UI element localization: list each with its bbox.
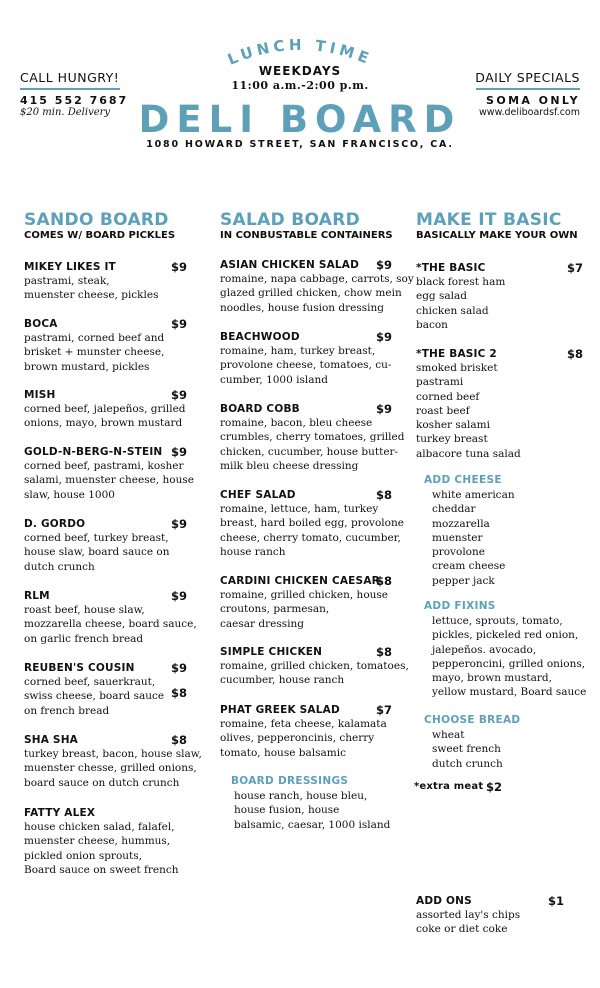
daily-specials-label: DAILY SPECIALS [475,70,580,85]
menu-item-price: $9 [170,388,187,402]
menu-item-name: PHAT GREEK SALAD [220,704,340,716]
choose-bread-list: wheat sweet french dutch crunch [432,729,503,770]
weekdays-label: WEEKDAYS [258,64,342,78]
add-cheese-title: ADD CHEESE [424,474,502,486]
menu-item-name: *THE BASIC [416,262,486,274]
min-delivery-note: $20 min. Delivery [20,107,111,118]
salad-board-subtitle: IN CONBUSTABLE CONTAINERS [220,230,393,241]
menu-item-price: $9 [170,317,187,331]
menu-item-name: BOARD COBB [220,403,300,415]
address: 1080 HOWARD STREET, SAN FRANCISCO, CA. [146,139,454,150]
menu-item-desc: pastrami, steak, muenster cheese, pickles [24,275,159,302]
phone-number[interactable]: 415 552 7687 [20,94,129,107]
page-title: DELI BOARD [138,98,462,141]
menu-item-desc: romaine, grilled chicken, tomatoes, cucumber, house ranch [220,660,409,687]
board-dressings-title: BOARD DRESSINGS [231,775,349,787]
add-ons-list: assorted lay's chips coke or diet coke [416,909,521,936]
menu-item-price: $9 [375,402,392,416]
menu-item-name: FATTY ALEX [24,807,96,819]
salad-board-title: SALAD BOARD [220,210,361,230]
website-link[interactable]: www.deliboardsf.com [479,107,580,118]
menu-item-price: $7 [566,261,583,275]
soma-only-label: SOMA ONLY [486,94,580,107]
menu-item-name: ASIAN CHICKEN SALAD [220,259,360,271]
menu-item-price: $9 [170,661,187,675]
menu-item-name: CHEF SALAD [220,489,296,501]
menu-item-name: BOCA [24,318,58,330]
menu-item-price: $8 [375,574,392,588]
menu-item-price: $9 [170,517,187,531]
menu-item-desc: corned beef, jalepeños, grilled onions, mayo, brown mustard [24,403,186,430]
menu-item-name: MIKEY LIKES IT [24,261,116,273]
menu-item-price: $9 [375,258,392,272]
add-fixins-list: lettuce, sprouts, tomato, pickles, pickeled red onion, jalepeños. avocado, pepperoncini, grilled onions, mayo, brown mustard, yellow mustard, Board sauce [432,615,587,699]
menu-item-price: $9 [170,260,187,274]
menu-item-price: $9 [170,445,187,459]
menu-item-price: $9 [170,589,187,603]
menu-item-desc: romaine, grilled chicken, house croutons, parmesan, caesar dressing [220,589,388,630]
menu-item-price: $8 [375,645,392,659]
extra-meat-label: *extra meat [414,781,484,792]
divider-right [476,88,580,90]
menu-item-desc: roast beef, house slaw, mozzarella cheese, board sauce, on garlic french bread [24,604,197,645]
menu-item-price: $9 [375,330,392,344]
extra-meat-price: $2 [486,780,503,794]
menu-item-desc: turkey breast, bacon, house slaw, muenster chesse, grilled onions, board sauce on dutch crunch [24,748,202,789]
menu-item-desc: corned beef, turkey breast, house slaw, board sauce on dutch crunch [24,532,170,573]
menu-item-name: MISH [24,389,56,401]
sando-board-subtitle: COMES W/ BOARD PICKLES [24,230,176,241]
call-hungry-label: CALL HUNGRY! [20,70,120,85]
menu-item-price: $8 [170,733,187,747]
choose-bread-title: CHOOSE BREAD [424,714,521,726]
add-fixins-title: ADD FIXINS [424,600,496,612]
menu-item-desc: house chicken salad, falafel, muenster cheese, hummus, pickled onion sprouts, Board sauce on sweet french [24,821,179,876]
menu-item-price: $8 [375,488,392,502]
menu-item-desc: smoked brisket pastrami corned beef roast beef kosher salami turkey breast albacore tuna salad [416,362,521,460]
board-dressings-list: house ranch, house bleu, house fusion, house balsamic, caesar, 1000 island [234,790,391,831]
menu-item-price-alt: $8 [170,686,187,700]
menu-item-name: RLM [24,590,50,602]
menu-item-name: *THE BASIC 2 [416,348,497,360]
menu-item-name: SHA SHA [24,734,79,746]
make-it-basic-subtitle: BASICALLY MAKE YOUR OWN [416,230,578,241]
menu-item-desc: corned beef, pastrami, kosher salami, muenster cheese, house slaw, house 1000 [24,460,194,501]
menu-item-desc: pastrami, corned beef and brisket + munster cheese, brown mustard, pickles [24,332,165,373]
menu-item-price: $7 [375,703,392,717]
make-it-basic-title: MAKE IT BASIC [416,210,562,230]
hours-label: 11:00 a.m.-2:00 p.m. [231,79,369,92]
menu-item-desc: black forest ham egg salad chicken salad bacon [416,276,506,331]
menu-item-name: REUBEN'S COUSIN [24,662,135,674]
menu-item-desc: romaine, ham, turkey breast, provolone cheese, tomatoes, cu- cumber, 1000 island [220,345,392,386]
lunch-time-text: LUNCH TIME [225,35,375,69]
add-ons-price: $1 [547,894,564,908]
menu-item-desc: romaine, bacon, bleu cheese crumbles, cherry tomatoes, grilled chicken, cucumber, house butter- milk bleu cheese dressing [220,417,405,472]
menu-item-name: GOLD-N-BERG-N-STEIN [24,446,163,458]
add-ons-title: ADD ONS [416,895,472,907]
sando-board-title: SANDO BOARD [24,210,169,230]
menu-item-desc: romaine, lettuce, ham, turkey breast, hard boiled egg, provolone cheese, cherry tomato, cucumber, house ranch [220,503,404,558]
menu-item-desc: romaine, feta cheese, kalamata olives, pepperoncinis, cherry tomato, house balsamic [220,718,387,759]
menu-item-name: BEACHWOOD [220,331,300,343]
menu-item-price: $8 [566,347,583,361]
menu-item-name: CARDINI CHICKEN CAESAR [220,575,380,587]
add-cheese-list: white american cheddar mozzarella muenster provolone cream cheese pepper jack [432,489,515,587]
menu-item-name: SIMPLE CHICKEN [220,646,323,658]
menu-item-desc: romaine, napa cabbage, carrots, soy glazed grilled chicken, chow mein noodles, house fusion dressing [220,273,414,314]
menu-item-desc: corned beef, sauerkraut, swiss cheese, board sauce on french bread [24,676,165,717]
menu-item-name: D. GORDO [24,518,86,530]
